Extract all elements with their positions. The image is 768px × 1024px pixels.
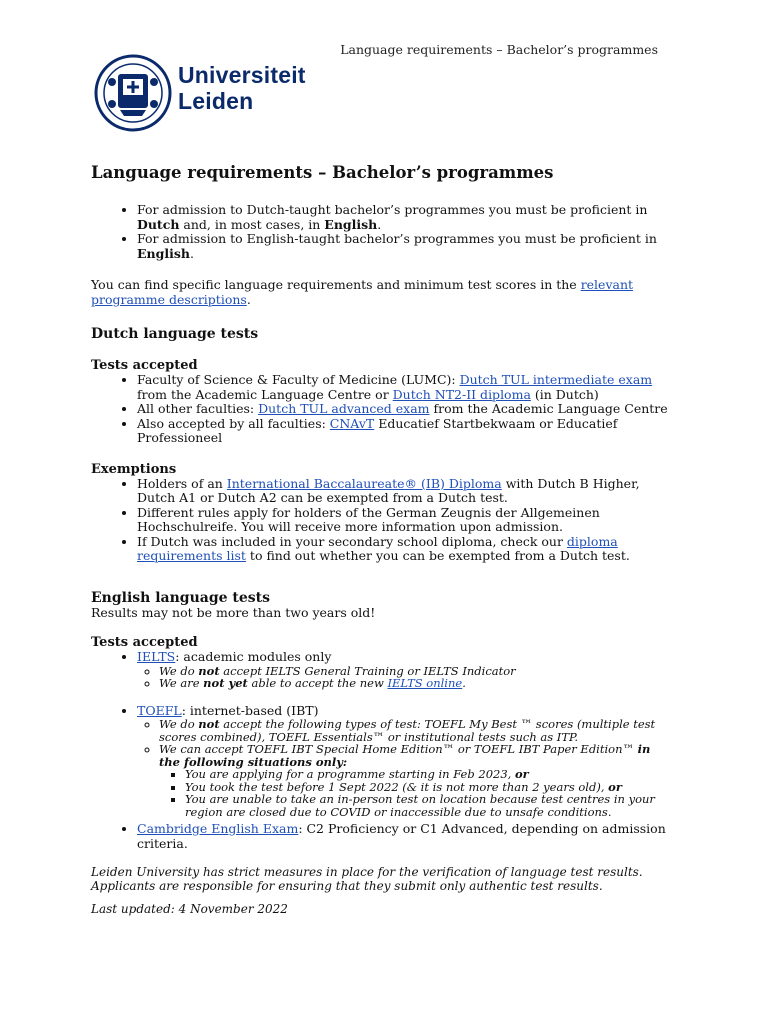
list-item-cambridge: • Cambridge English Exam: C2 Proficiency or C1 Advanced, depending on admission criteria. [137, 822, 671, 851]
cnavt-link[interactable]: CNAvT [329, 415, 375, 431]
dutch-nt2-link[interactable]: Dutch NT2-II diploma [392, 386, 531, 402]
running-header: Language requirements – Bachelor’s programmes [340, 42, 658, 57]
last-updated: Last updated: 4 November 2022 [91, 902, 288, 916]
list-item: ◦ We do not accept the following types of test: TOEFL My Best ™ scores (multiple test scores combined), TOEFL Essentials™ or institutional tests such as ITP. [159, 718, 671, 743]
university-logo [94, 52, 306, 134]
dutch-tul-advanced-link[interactable]: Dutch TUL advanced exam [258, 401, 430, 416]
list-item-toefl: • TOEFL: internet-based (IBT) ◦ We do not accept the following types of test: TOEFL My Best ™ scores (multiple test scores combined), TOEFL Essentials™ or institutional tests such as ITP. ◦ We can accept TOEFL IBT Special Home Edition™ or TOEFL IBT Paper Edition™ in the following situations only: ▪ You are applying for a programme starting in Feb 2023, or ▪ You took the test before 1 Sept 2022 (& it is not more than 2 years old), or ▪ You are unable to take an in-person test on location because test centres in your region are closed due to COVID or inaccessible due to unsafe conditions. [137, 704, 671, 819]
english-note: Results may not be more than two years old! [91, 604, 376, 620]
list-item: ◦ We do not accept IELTS General Training or IELTS Indicator [159, 665, 671, 678]
verification-note: Leiden University has strict measures in place for the verification of language test results. Applicants are responsible for ensuring that they submit only authentic test results. [91, 865, 643, 893]
page-title: Language requirements – Bachelor’s programmes [91, 163, 554, 182]
document-body [91, 163, 671, 916]
list-item: • All other faculties: Dutch TUL advanced exam from the Academic Language Centre [137, 402, 671, 417]
list-item: • Faculty of Science & Faculty of Medicine (LUMC): Dutch TUL intermediate exam from the Academic Language Centre or Dutch NT2-II diploma (in Dutch) [137, 373, 671, 402]
dutch-heading: Dutch language tests [91, 326, 259, 342]
ielts-online-link[interactable]: IELTS online [387, 676, 463, 690]
toefl-sublist [137, 718, 671, 818]
ielts-link[interactable]: IELTS [137, 649, 176, 664]
logo-wordmark [178, 62, 306, 114]
english-tests-list [91, 650, 671, 851]
english-tests-heading: Tests accepted [91, 635, 198, 650]
list-item: ◦ We are not yet able to accept the new IELTS online. [159, 677, 671, 690]
exemptions-list [91, 477, 671, 564]
list-item: ▪ You are applying for a programme starting in Feb 2023, or [185, 768, 671, 781]
list-item: • Holders of an International Baccalaureate® (IB) Diploma with Dutch B Higher, Dutch A1 or Dutch A2 can be exempted from a Dutch test. [137, 477, 671, 506]
list-item: • If Dutch was included in your secondary school diploma, check our diploma requirements list to find out whether you can be exempted from a Dutch test. [137, 535, 671, 564]
list-item: ▪ You are unable to take an in-person test on location because test centres in your region are closed due to COVID or inaccessible due to unsafe conditions. [185, 793, 671, 818]
toefl-situations-list [159, 768, 671, 818]
diploma-requirements-link[interactable]: diploma requirements list [137, 533, 618, 563]
ielts-sublist [137, 665, 671, 690]
list-item: ◦ We can accept TOEFL IBT Special Home Edition™ or TOEFL IBT Paper Edition™ in the following situations only: ▪ You are applying for a programme starting in Feb 2023, or ▪ You took the test before 1 Sept 2022 (& it is not more than 2 years old), or ▪ You are unable to take an in-person test on location because test centres in your region are closed due to COVID or inaccessible due to unsafe conditions. [159, 743, 671, 818]
intro-bullet-dutch: • For admission to Dutch-taught bachelor’s programmes you must be proficient in Dutch and, in most cases, in English. [137, 203, 671, 232]
list-item: • Also accepted by all faculties: CNAvT Educatief Startbekwaam or Educatief Professioneel [137, 417, 671, 446]
exemptions-heading: Exemptions [91, 461, 177, 477]
intro-paragraph: You can find specific language requirements and minimum test scores in the relevant programme descriptions. [91, 277, 634, 307]
list-item: • Different rules apply for holders of the German Zeugnis der Allgemeinen Hochschulreife. You will receive more information upon admission. [137, 506, 671, 535]
english-heading: English language tests [91, 589, 270, 606]
university-seal-icon [94, 52, 172, 134]
intro-list [91, 203, 671, 261]
intro-bullet-english: • For admission to English-taught bachelor’s programmes you must be proficient in English. [137, 232, 671, 261]
dutch-tul-intermediate-link[interactable]: Dutch TUL intermediate exam [459, 372, 653, 387]
cambridge-link[interactable]: Cambridge English Exam [137, 821, 299, 836]
programme-descriptions-link[interactable]: relevant programme descriptions [91, 277, 634, 307]
list-item-ielts: • IELTS: academic modules only ◦ We do not accept IELTS General Training or IELTS Indicator ◦ We are not yet able to accept the new IELTS online. [137, 650, 671, 690]
ib-diploma-link[interactable]: International Baccalaureate® (IB) Diploma [226, 475, 502, 491]
logo-line-1: Universiteit [178, 62, 306, 88]
list-item: ▪ You took the test before 1 Sept 2022 (& it is not more than 2 years old), or [185, 781, 671, 794]
dutch-tests-heading: Tests accepted [91, 358, 198, 373]
dutch-tests-list [91, 373, 671, 446]
logo-line-2: Leiden [178, 88, 254, 114]
toefl-link[interactable]: TOEFL [137, 702, 182, 718]
